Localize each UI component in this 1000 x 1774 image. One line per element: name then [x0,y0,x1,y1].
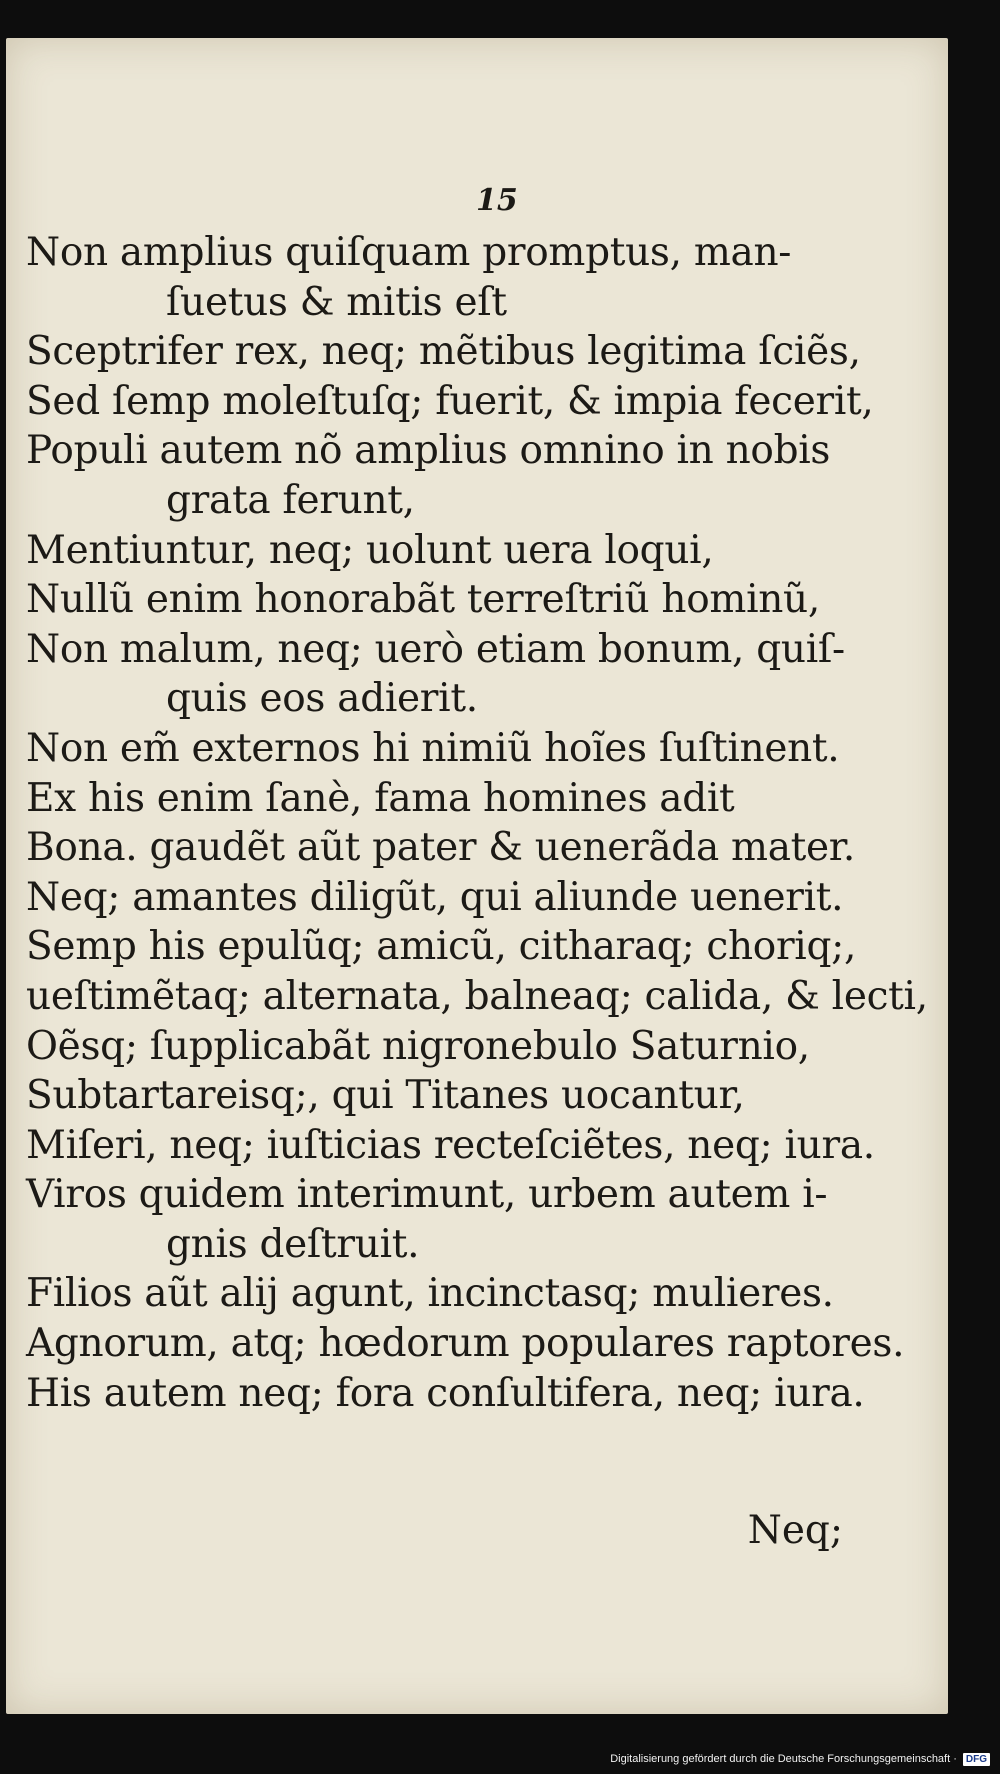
text-line: Bona. gaudẽt aũt pater & uenerãda mater. [26,825,855,871]
text-line: Viros quidem interimunt, urbem autem i- [26,1172,828,1218]
text-line: grata ferunt, [166,477,415,523]
text-line: Sceptrifer rex, neq; mẽtibus legitima ſciẽs, [26,329,861,375]
text-line: quis eos adierit. [166,676,478,722]
dfg-logo-icon: DFG [963,1753,990,1766]
text-line: Subtartareisq;, qui Titanes uocantur, [26,1073,745,1119]
text-line: Mentiuntur, neq; uolunt uera loqui, [26,527,714,573]
text-line: gnis deſtruit. [166,1221,420,1267]
text-line: Miſeri, neq; iuſticias recteſciẽtes, neq; iura. [26,1122,875,1168]
digitization-footer [610,1750,990,1768]
text-line: Non malum, neq; uerò etiam bonum, quiſ- [26,626,845,672]
text-line: Nullũ enim honorabãt terreſtriũ hominũ, [26,577,820,623]
text-line: ueſtimẽtaq; alternata, balneaq; calida, & lecti, [26,973,928,1019]
text-line: Non amplius quiſquam promptus, man- [26,230,792,275]
footer-credit: Digitalisierung gefördert durch die Deutsche Forschungsgemeinschaft · [610,1753,957,1765]
text-line: Ex his enim ſanè, fama homines adit [26,775,735,821]
text-line: His autem neq; fora conſultifera, neq; iura. [26,1370,865,1416]
text-line: Sed ſemp moleſtuſq; fuerit, & impia fecerit, [26,378,874,424]
text-line: Filios aũt alij agunt, incinctasq; mulieres. [26,1271,834,1317]
page-number: 15 [476,183,518,218]
text-line: Oẽsq; ſupplicabãt nigronebulo Saturnio, [26,1023,810,1069]
text-line: ſuetus & mitis eſt [166,279,507,325]
catchword: Neq; [747,1508,843,1553]
text-line: Populi autem nõ amplius omnino in nobis [26,428,831,474]
text-line: Neq; amantes diligũt, qui aliunde uenerit. [26,874,844,920]
text-block [26,228,926,1418]
text-line: Non em̃ externos hi nimiũ hoĩes ſuſtinent. [26,725,840,771]
text-line: Agnorum, atq; hœdorum populares raptores. [26,1321,905,1367]
text-line: Semp his epulũq; amicũ, citharaq; choriq;, [26,924,857,970]
book-page [6,38,948,1714]
